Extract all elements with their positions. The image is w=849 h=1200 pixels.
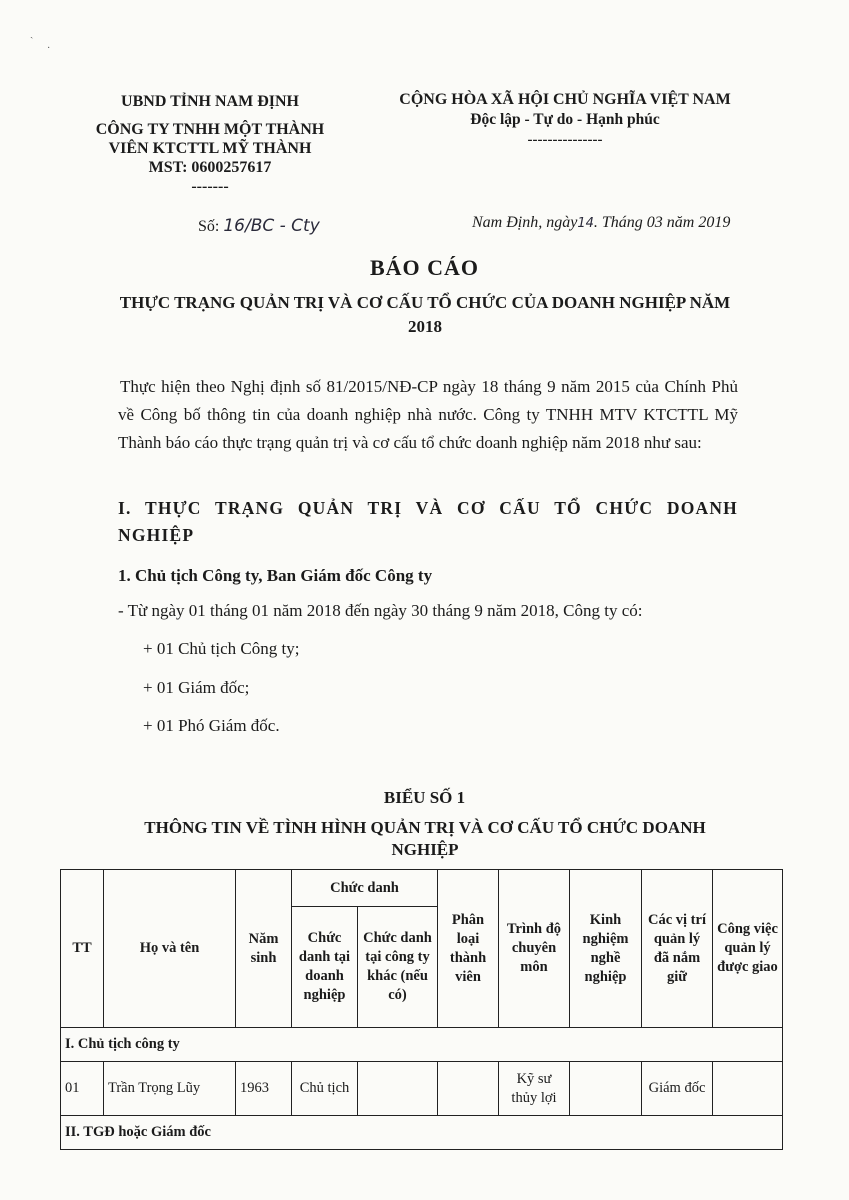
table-subtitle: THÔNG TIN VỀ TÌNH HÌNH QUẢN TRỊ VÀ CƠ CẤU TỔ CHỨC DOANH NGHIỆP: [144, 818, 706, 859]
cell-experience: [570, 1062, 642, 1116]
organization-header: [60, 92, 360, 196]
scan-mark: ·: [47, 43, 51, 54]
cell-member-type: [438, 1062, 499, 1116]
header-title-at-company: Chức danh tại doanh nghiệp: [292, 907, 358, 1028]
scan-mark: ˎ: [30, 28, 34, 39]
cell-education: Kỹ sư thủy lợi: [499, 1062, 570, 1116]
header-tt: TT: [61, 870, 104, 1028]
header-past-positions: Các vị trí quản lý đã nắm giữ: [642, 870, 713, 1028]
org-line-2: CÔNG TY TNHH MỘT THÀNH: [95, 121, 325, 138]
cell-tt: 01: [61, 1062, 104, 1116]
header-left-divider: -------: [191, 178, 229, 195]
cell-title-other: [358, 1062, 438, 1116]
cell-assigned-work: [713, 1062, 783, 1116]
document-subtitle: THỰC TRẠNG QUẢN TRỊ VÀ CƠ CẤU TỔ CHỨC CỦA DOANH NGHIỆP NĂM 2018: [119, 293, 731, 336]
list-item: + 01 Giám đốc;: [143, 678, 250, 697]
table-title: BIỂU SỐ 1: [383, 788, 466, 807]
header-birth-year: Năm sinh: [236, 870, 292, 1028]
period-line: - Từ ngày 01 tháng 01 năm 2018 đến ngày 30 tháng 9 năm 2018, Công ty có:: [118, 601, 643, 620]
header-assigned-work: Công việc quản lý được giao: [713, 870, 783, 1028]
date-day: 14: [577, 216, 594, 231]
org-line-3: VIÊN KTCTTL MỸ THÀNH: [108, 140, 312, 157]
table-section-label: II. TGĐ hoặc Giám đốc: [61, 1116, 783, 1150]
header-member-type: Phân loại thành viên: [438, 870, 499, 1028]
list-item: + 01 Chủ tịch Công ty;: [143, 639, 300, 658]
date-prefix: Nam Định, ngày: [472, 214, 578, 231]
table-section-label: I. Chủ tịch công ty: [61, 1028, 783, 1062]
section-heading-1: I. THỰC TRẠNG QUẢN TRỊ VÀ CƠ CẤU TỔ CHỨC DOANH NGHIỆP: [118, 498, 738, 545]
header-right-divider: ---------------: [527, 132, 603, 148]
country-name: CỘNG HÒA XÃ HỘI CHỦ NGHĨA VIỆT NAM: [399, 91, 731, 108]
cell-birth-year: 1963: [236, 1062, 292, 1116]
header-title-group: Chức danh: [292, 870, 438, 907]
governance-table: [60, 869, 783, 1150]
cell-name: Trần Trọng Lũy: [104, 1062, 236, 1116]
header-name: Họ và tên: [104, 870, 236, 1028]
list-item: + 01 Phó Giám đốc.: [143, 716, 280, 735]
org-line-1: UBND TỈNH NAM ĐỊNH: [121, 93, 299, 110]
cell-title-at-company: Chủ tịch: [292, 1062, 358, 1116]
cell-past-positions: Giám đốc: [642, 1062, 713, 1116]
header-education: Trình độ chuyên môn: [499, 870, 570, 1028]
doc-number-label: Số:: [198, 218, 220, 235]
section-heading-1-1: 1. Chủ tịch Công ty, Ban Giám đốc Công ty: [118, 566, 433, 585]
doc-number: [198, 216, 320, 236]
header-experience: Kinh nghiệm nghề nghiệp: [570, 870, 642, 1028]
doc-date: [472, 214, 730, 232]
national-header: [370, 90, 760, 150]
doc-number-value: 16/BC - Cty: [223, 216, 320, 236]
intro-text: Thực hiện theo Nghị định số 81/2015/NĐ-CP ngày 18 tháng 9 năm 2015 của Chính Phủ về Công bố thông tin của doanh nghiệp nhà nước. Công ty TNHH MTV KTCTTL Mỹ Thành báo cáo thực trạng quản trị và cơ cấu tổ chức doanh nghiệp năm 2018 như sau:: [118, 377, 738, 452]
table-row: [61, 1062, 783, 1116]
header-title-other: Chức danh tại công ty khác (nếu có): [358, 907, 438, 1028]
tax-code: MST: 0600257617: [148, 159, 272, 176]
document-title: BÁO CÁO: [369, 255, 480, 280]
date-rest: . Tháng 03 năm 2019: [593, 214, 731, 231]
national-motto: Độc lập - Tự do - Hạnh phúc: [470, 111, 660, 128]
intro-paragraph: [118, 373, 738, 457]
